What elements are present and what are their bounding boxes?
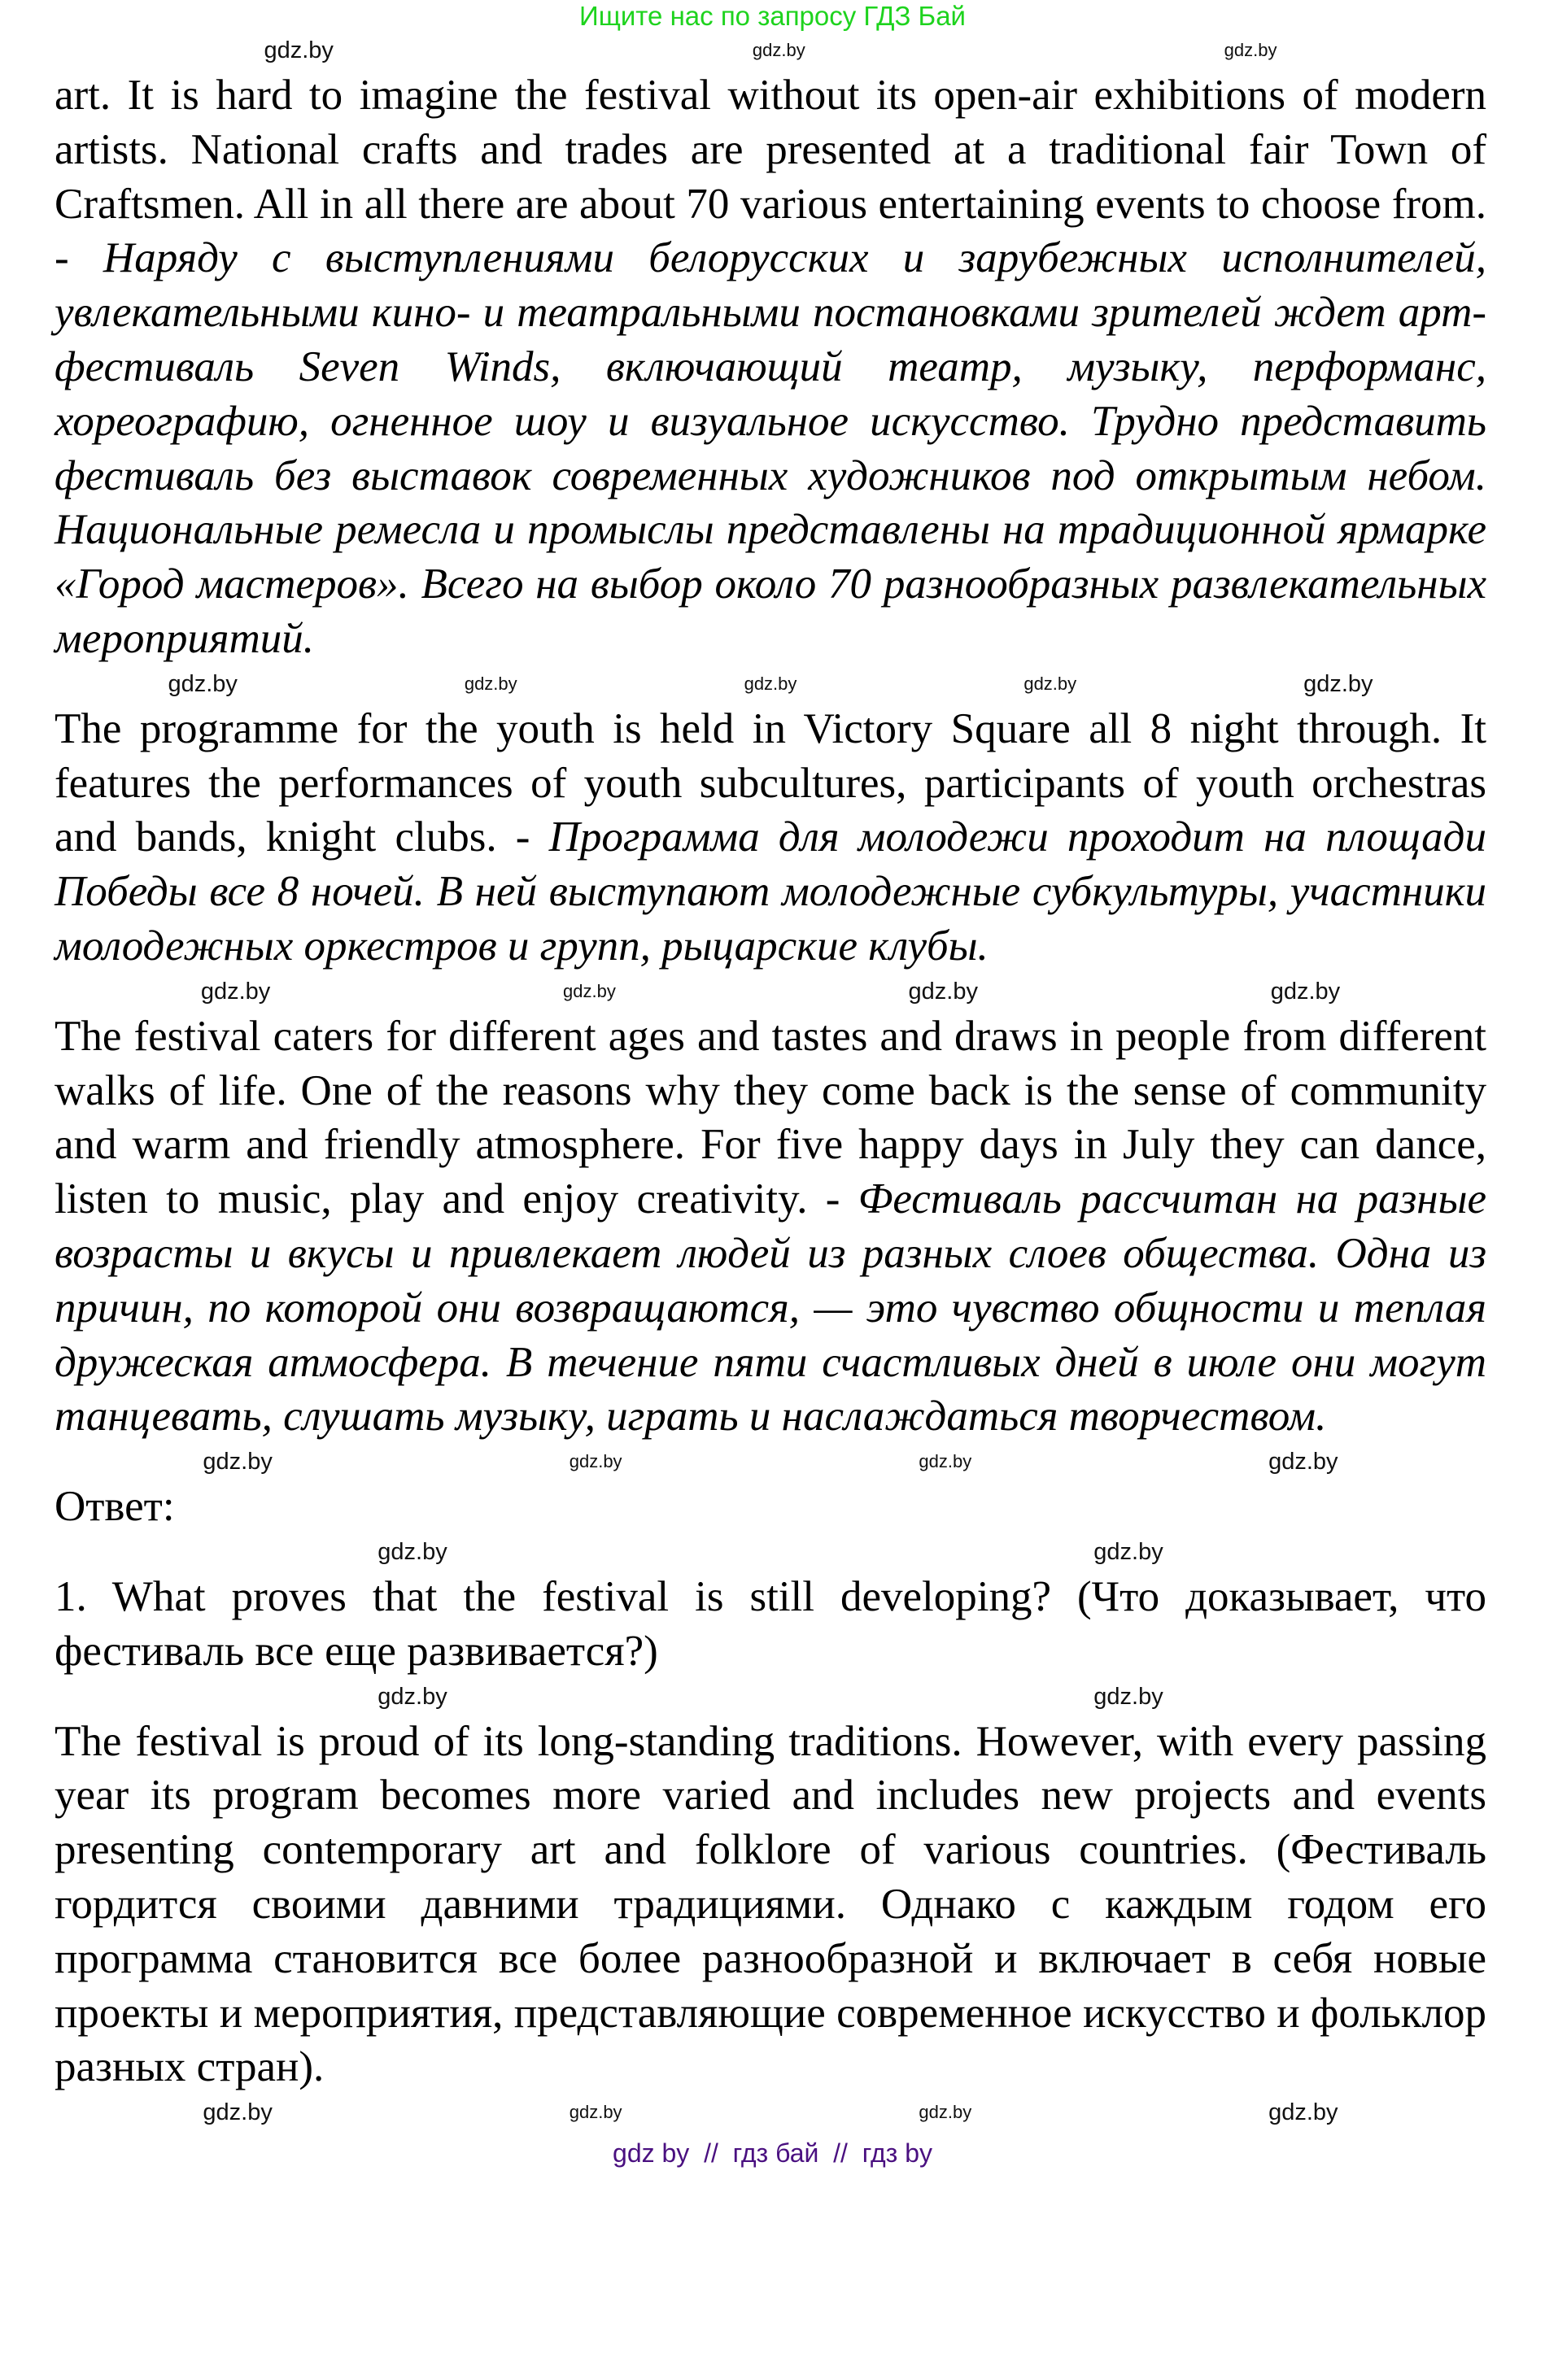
paragraph-ru: Фестиваль рассчитан на разные возрасты и вкусы и привлекает людей из разных слоев общества. Одна из причин, по которой они возвращаются, — это чувство общности и теплая дружеская атмосфера. В течение пяти счастливых дней в июле они могут танцевать, слушать музыку, играть и наслаждаться творчеством.	[55, 1175, 1486, 1441]
watermark: gdz.by	[1268, 2099, 1338, 2126]
paragraph-en: The festival caters for different ages and tastes and draws in people from different walks of life. One of the reasons why they come back is the sense of community and warm and friendly atmosphere. For five happy days in July they can dance, listen to music, play and enjoy creativity. -	[55, 1012, 1486, 1223]
watermark-row	[55, 33, 1486, 68]
watermark-row	[55, 1444, 1486, 1480]
watermark: gdz.by	[378, 1683, 447, 1710]
watermark-row	[55, 666, 1486, 702]
watermark: gdz.by	[919, 2102, 972, 2123]
watermark: gdz.by	[264, 37, 334, 63]
watermark: gdz.by	[563, 980, 616, 1001]
question: 1. What proves that the festival is still developing? (Что доказывает, что фестиваль все еще развивается?)	[55, 1572, 1486, 1675]
paragraph-2	[55, 702, 1486, 974]
search-banner: Ищите нас по запросу ГДЗ Бай	[579, 1, 966, 31]
watermark: gdz.by	[569, 2102, 622, 2123]
paragraph-3	[55, 1009, 1486, 1444]
paragraph-en: The programme for the youth is held in Victory Square all 8 night through. It features the performances of youth subcultures, participants of youth orchestras and bands, knight clubs. -	[55, 704, 1486, 861]
watermark: gdz.by	[1093, 1538, 1163, 1565]
watermark: gdz.by	[919, 1451, 972, 1472]
watermark: gdz.by	[1303, 670, 1373, 697]
watermark-row	[55, 1534, 1486, 1570]
paragraph-en: art. It is hard to imagine the festival without its open-air exhibitions of modern artists. National crafts and trades are presented at a traditional fair Town of Craftsmen. All in all there are about 70 various entertaining events to choose from. -	[55, 72, 1486, 282]
watermark: gdz.by	[168, 670, 238, 697]
watermark: gdz.by	[1224, 40, 1277, 60]
answer-text: The festival is proud of its long-standing traditions. However, with every passing year its program becomes more varied and includes new projects and events presenting contemporary art and folklore of various countries. (Фестиваль гордится своими давними традициями. Однако с каждым годом его программа становится все более разнообразной и включает в себя новые проекты и мероприятия, представляющие современное искусство и фольклор разных стран).	[55, 1717, 1486, 2091]
document-body	[55, 33, 1486, 2130]
watermark: gdz.by	[200, 978, 271, 1005]
watermark: gdz.by	[1268, 1449, 1338, 1476]
watermark: gdz.by	[908, 978, 978, 1005]
watermark: gdz.by	[569, 1451, 622, 1472]
paragraph-ru: Наряду с выступлениями белорусских и зарубежных исполнителей, увлекательными кино- и театральными постановками зрителей ждет арт-фестиваль Seven Winds, включающий театр, музыку, перформанс, хореографию, огненное шоу и визуальное искусство. Трудно представить фестиваль без выставок современных художников под открытым небом. Национальные ремесла и промыслы представлены на традиционной ярмарке «Город мастеров». Всего на выбор около 70 разнообразных развлекательных мероприятий.	[55, 234, 1486, 662]
answer-label: Ответ:	[55, 1483, 175, 1531]
footer-links: gdz by // гдз бай // гдз by	[613, 2138, 932, 2169]
paragraph-1	[55, 68, 1486, 666]
watermark: gdz.by	[1270, 978, 1341, 1005]
watermark: gdz.by	[203, 1449, 273, 1476]
watermark: gdz.by	[752, 40, 805, 60]
watermark: gdz.by	[378, 1538, 447, 1565]
watermark: gdz.by	[1023, 673, 1077, 694]
watermark: gdz.by	[464, 673, 517, 694]
watermark-row	[55, 2094, 1486, 2130]
watermark: gdz.by	[744, 673, 797, 694]
watermark: gdz.by	[1093, 1683, 1163, 1710]
paragraph-ru: Программа для молодежи проходит на площади Победы все 8 ночей. В ней выступают молодежные субкультуры, участники молодежных оркестров и групп, рыцарские клубы.	[55, 813, 1486, 970]
watermark: gdz.by	[203, 2099, 273, 2126]
watermark-row	[55, 1679, 1486, 1715]
watermark-row	[55, 974, 1486, 1009]
